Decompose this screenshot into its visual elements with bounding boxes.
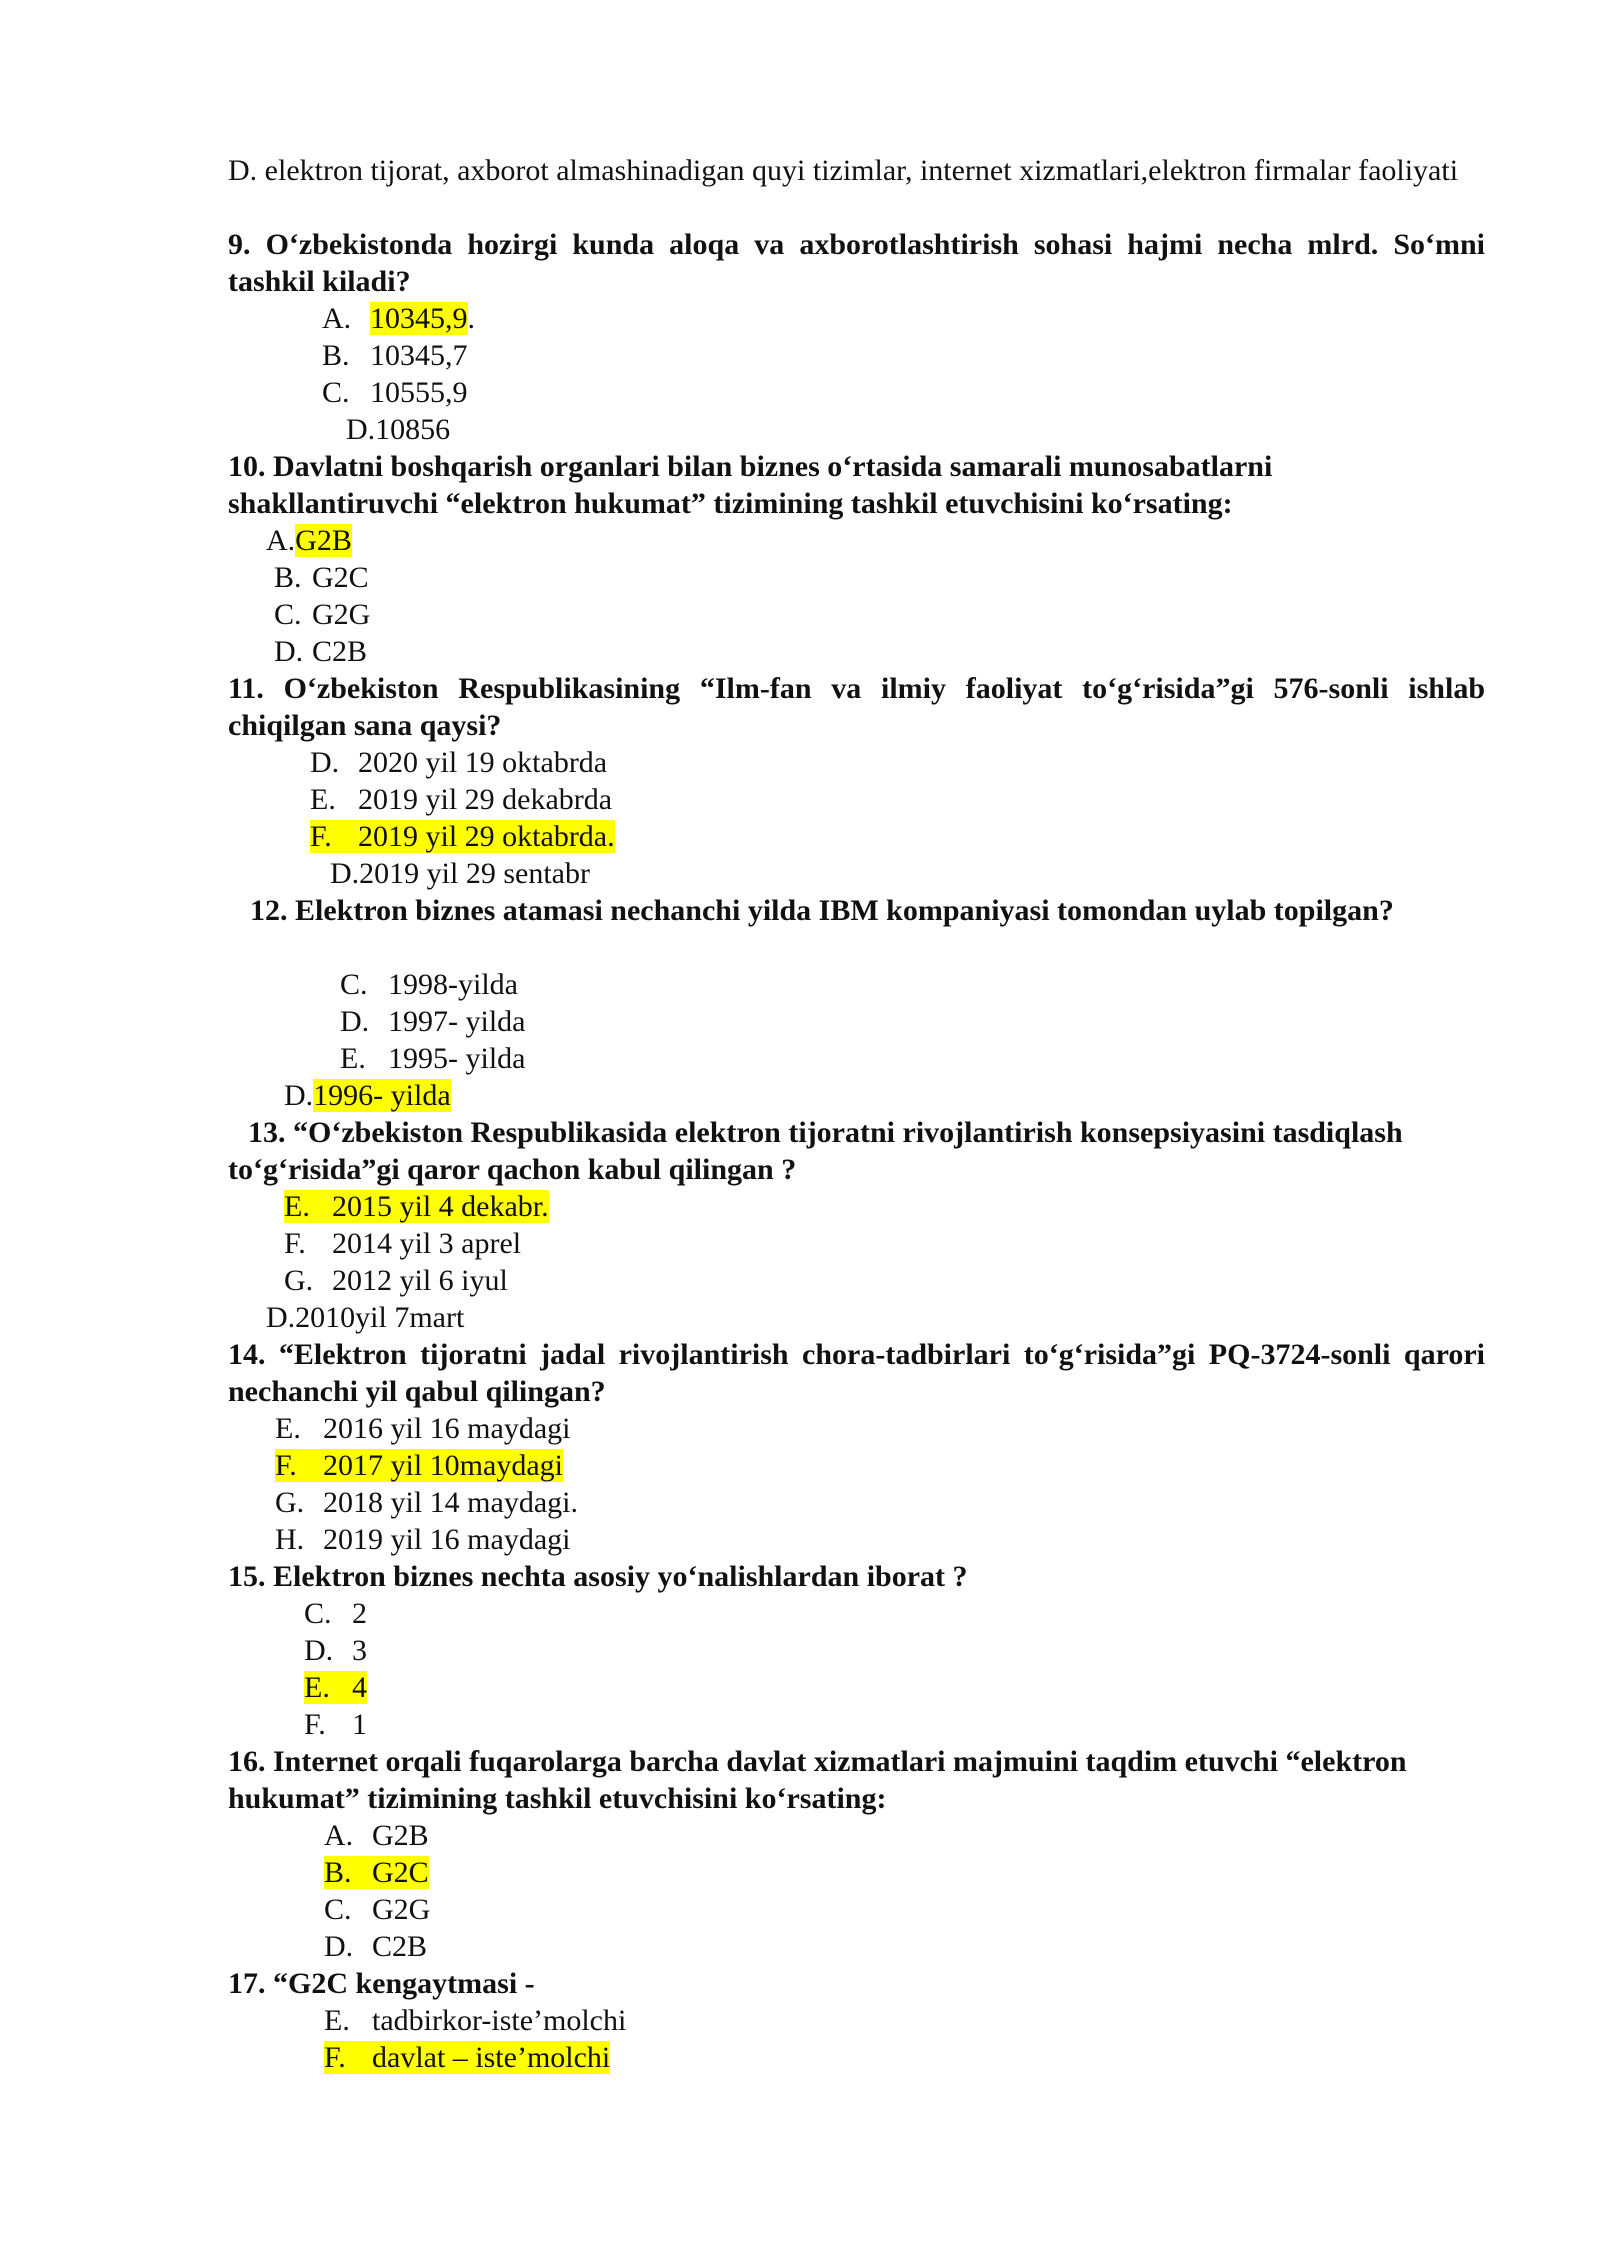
q15-option-4: F. 1: [304, 1708, 367, 1741]
question-13-text: 13. “O‘zbekiston Respublikasida elektron tijoratni rivojlantirish konsepsiyasini tasdiqlash to‘g‘risida”gi qaror qachon kabul qilingan ?: [228, 1116, 1403, 1186]
q13-option-1: E. 2015 yil 4 dekabr.: [284, 1190, 549, 1223]
q15-option-1: C. 2: [304, 1597, 367, 1630]
q12-option-2: D. 1997- yilda: [340, 1005, 526, 1038]
q15-option-2: D. 3: [304, 1634, 367, 1667]
q17-option-2: F. davlat – iste’molchi: [324, 2041, 611, 2074]
q12-option-4: D.1996- yilda: [284, 1079, 451, 1112]
question-16-text: 16. Internet orqali fuqarolarga barcha davlat xizmatlari majmuini taqdim etuvchi “elektron hukumat” tizimining tashkil etuvchisini ko‘rsating:: [228, 1745, 1407, 1815]
q10-option-b: B. G2C: [274, 561, 369, 594]
q11-option-4: D.2019 yil 29 sentabr: [330, 857, 590, 890]
q13-option-2: F. 2014 yil 3 aprel: [284, 1227, 522, 1260]
question-10-text: 10. Davlatni boshqarish organlari bilan biznes o‘rtasida samarali munosabatlarni shakllantiruvchi “elektron hukumat” tizimining tashkil etuvchisini ko‘rsating:: [228, 450, 1273, 520]
q17-option-1: E. tadbirkor-iste’molchi: [324, 2004, 627, 2037]
q14-option-4: H. 2019 yil 16 maydagi: [275, 1523, 571, 1556]
q14-option-2: F. 2017 yil 10maydagi: [275, 1449, 563, 1482]
question-17-text: 17. “G2C kengaytmasi -: [228, 1967, 535, 2000]
question-12-text: 12. Elektron biznes atamasi nechanchi yilda IBM kompaniyasi tomondan uylab topilgan?: [250, 894, 1394, 927]
q9-option-a: A. 10345,9.: [322, 302, 475, 335]
q15-option-3: E. 4: [304, 1671, 367, 1704]
q13-option-3: G. 2012 yil 6 iyul: [284, 1264, 508, 1297]
q9-option-c: C. 10555,9: [322, 376, 468, 409]
q9-option-b: B. 10345,7: [322, 339, 468, 372]
question-15-text: 15. Elektron biznes nechta asosiy yo‘nalishlardan iborat ?: [228, 1560, 968, 1593]
q11-option-3: F. 2019 yil 29 oktabrda.: [310, 820, 615, 853]
q12-option-3: E. 1995- yilda: [340, 1042, 526, 1075]
q16-option-3: C. G2G: [324, 1893, 431, 1926]
q11-option-2: E. 2019 yil 29 dekabrda: [310, 783, 613, 816]
q10-option-d: D. C2B: [274, 635, 368, 668]
q11-option-1: D. 2020 yil 19 oktabrda: [310, 746, 608, 779]
q14-option-3: G. 2018 yil 14 maydagi.: [275, 1486, 578, 1519]
intro-option-text: D. elektron tijorat, axborot almashinadigan quyi tizimlar, internet xizmatlari,elektron firmalar faoliyati: [228, 154, 1459, 187]
question-14-text: 14. “Elektron tijoratni jadal rivojlantirish chora-tadbirlari to‘g‘risida”gi PQ-3724-sonli qarori nechanchi yil qabul qilingan?: [228, 1338, 1485, 1408]
q12-option-1: C. 1998-yilda: [340, 968, 518, 1001]
q10-option-c: C. G2G: [274, 598, 371, 631]
q9-option-d: D.10856: [346, 413, 451, 446]
q16-option-1: A. G2B: [324, 1819, 429, 1852]
q13-option-4: D.2010yil 7mart: [266, 1301, 465, 1334]
question-9-text: 9. O‘zbekistonda hozirgi kunda aloqa va axborotlashtirish sohasi hajmi necha mlrd. So‘mni tashkil kiladi?: [228, 228, 1485, 298]
q14-option-1: E. 2016 yil 16 maydagi: [275, 1412, 571, 1445]
question-11-text: 11. O‘zbekiston Respublikasining “Ilm-fan va ilmiy faoliyat to‘g‘risida”gi 576-sonli ishlab chiqilgan sana qaysi?: [228, 672, 1485, 742]
q16-option-2: B. G2C: [324, 1856, 429, 1889]
q10-option-a: A.G2B: [266, 524, 352, 557]
q16-option-4: D. C2B: [324, 1930, 428, 1963]
